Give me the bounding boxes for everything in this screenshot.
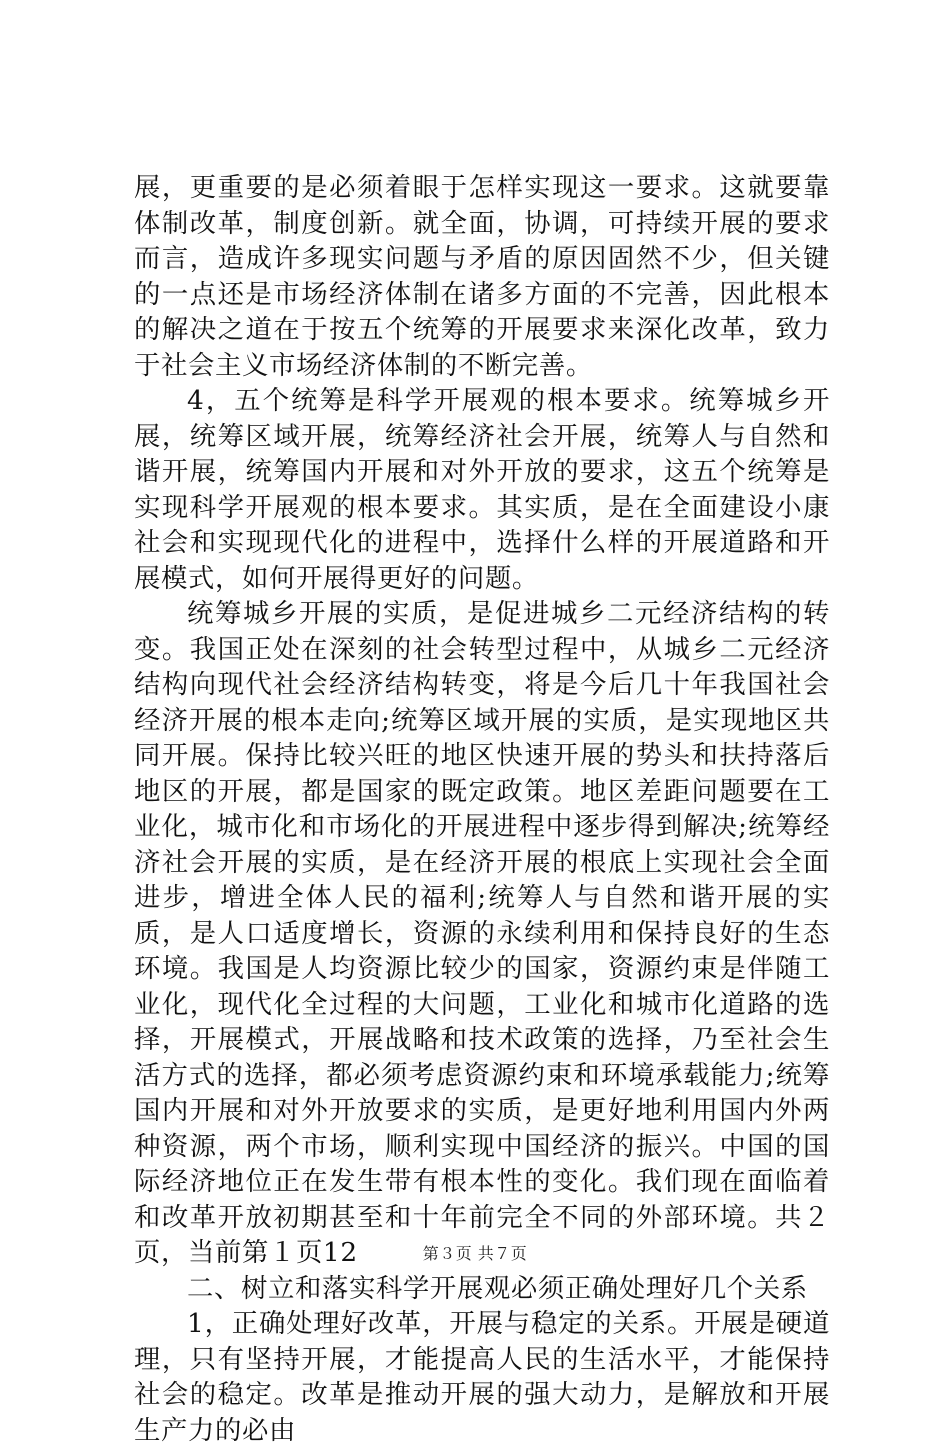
paragraph: 统筹城乡开展的实质，是促进城乡二元经济结构的转变。我国正处在深刻的社会转型过程中，从城乡二元经济结构向现代社会经济结构转变，将是今后几十年我国社会经济开展的根本走向;统筹区域开展的实质，是实现地区共同开展。保持比较兴旺的地区快速开展的势头和扶持落后地区的开展，都是国家的既定政策。地区差距问题要在工业化，城市化和市场化的开展进程中逐步得到解决;统筹经济社会开展的实质，是在经济开展的根底上实现社会全面进步，增进全体人民的福利;统筹人与自然和谐开展的实质，是人口适度增长，资源的永续利用和保持良好的生态环境。我国是人均资源比较少的国家，资源约束是伴随工业化，现代化全过程的大问题，工业化和城市化道路的选择，开展模式，开展战略和技术政策的选择，乃至社会生活方式的选择，都必须考虑资源约束和环境承载能力;统筹国内开展和对外开放要求的实质，是更好地利用国内外两种资源，两个市场，顺利实现中国经济的振兴。中国的国际经济地位正在发生带有根本性的变化。我们现在面临着和改革开放初期甚至和十年前完全不同的外部环境。共２页，当前第１页12: [134, 598, 830, 1268]
paragraph: 1，正确处理好改革，开展与稳定的关系。开展是硬道理，只有坚持开展，才能提高人民的生活水平，才能保持社会的稳定。改革是推动开展的强大动力，是解放和开展生产力的必由: [134, 1308, 830, 1446]
paragraph: 4，五个统筹是科学开展观的根本要求。统筹城乡开展，统筹区域开展，统筹经济社会开展，统筹人与自然和谐开展，统筹国内开展和对外开放的要求，这五个统筹是实现科学开展观的根本要求。其实质，是在全面建设小康社会和实现现代化的进程中，选择什么样的开展道路和开展模式，如何开展得更好的问题。: [134, 385, 830, 594]
paragraph: 展，更重要的是必须着眼于怎样实现这一要求。这就要靠体制改革，制度创新。就全面，协调，可持续开展的要求而言，造成许多现实问题与矛盾的原因固然不少，但关键的一点还是市场经济体制在诸多方面的不完善，因此根本的解决之道在于按五个统筹的开展要求来深化改革，致力于社会主义市场经济体制的不断完善。: [134, 172, 830, 381]
section-heading: 二、树立和落实科学开展观必须正确处理好几个关系: [187, 1272, 808, 1304]
page-footer: 第３页 共７页: [422, 1244, 528, 1263]
